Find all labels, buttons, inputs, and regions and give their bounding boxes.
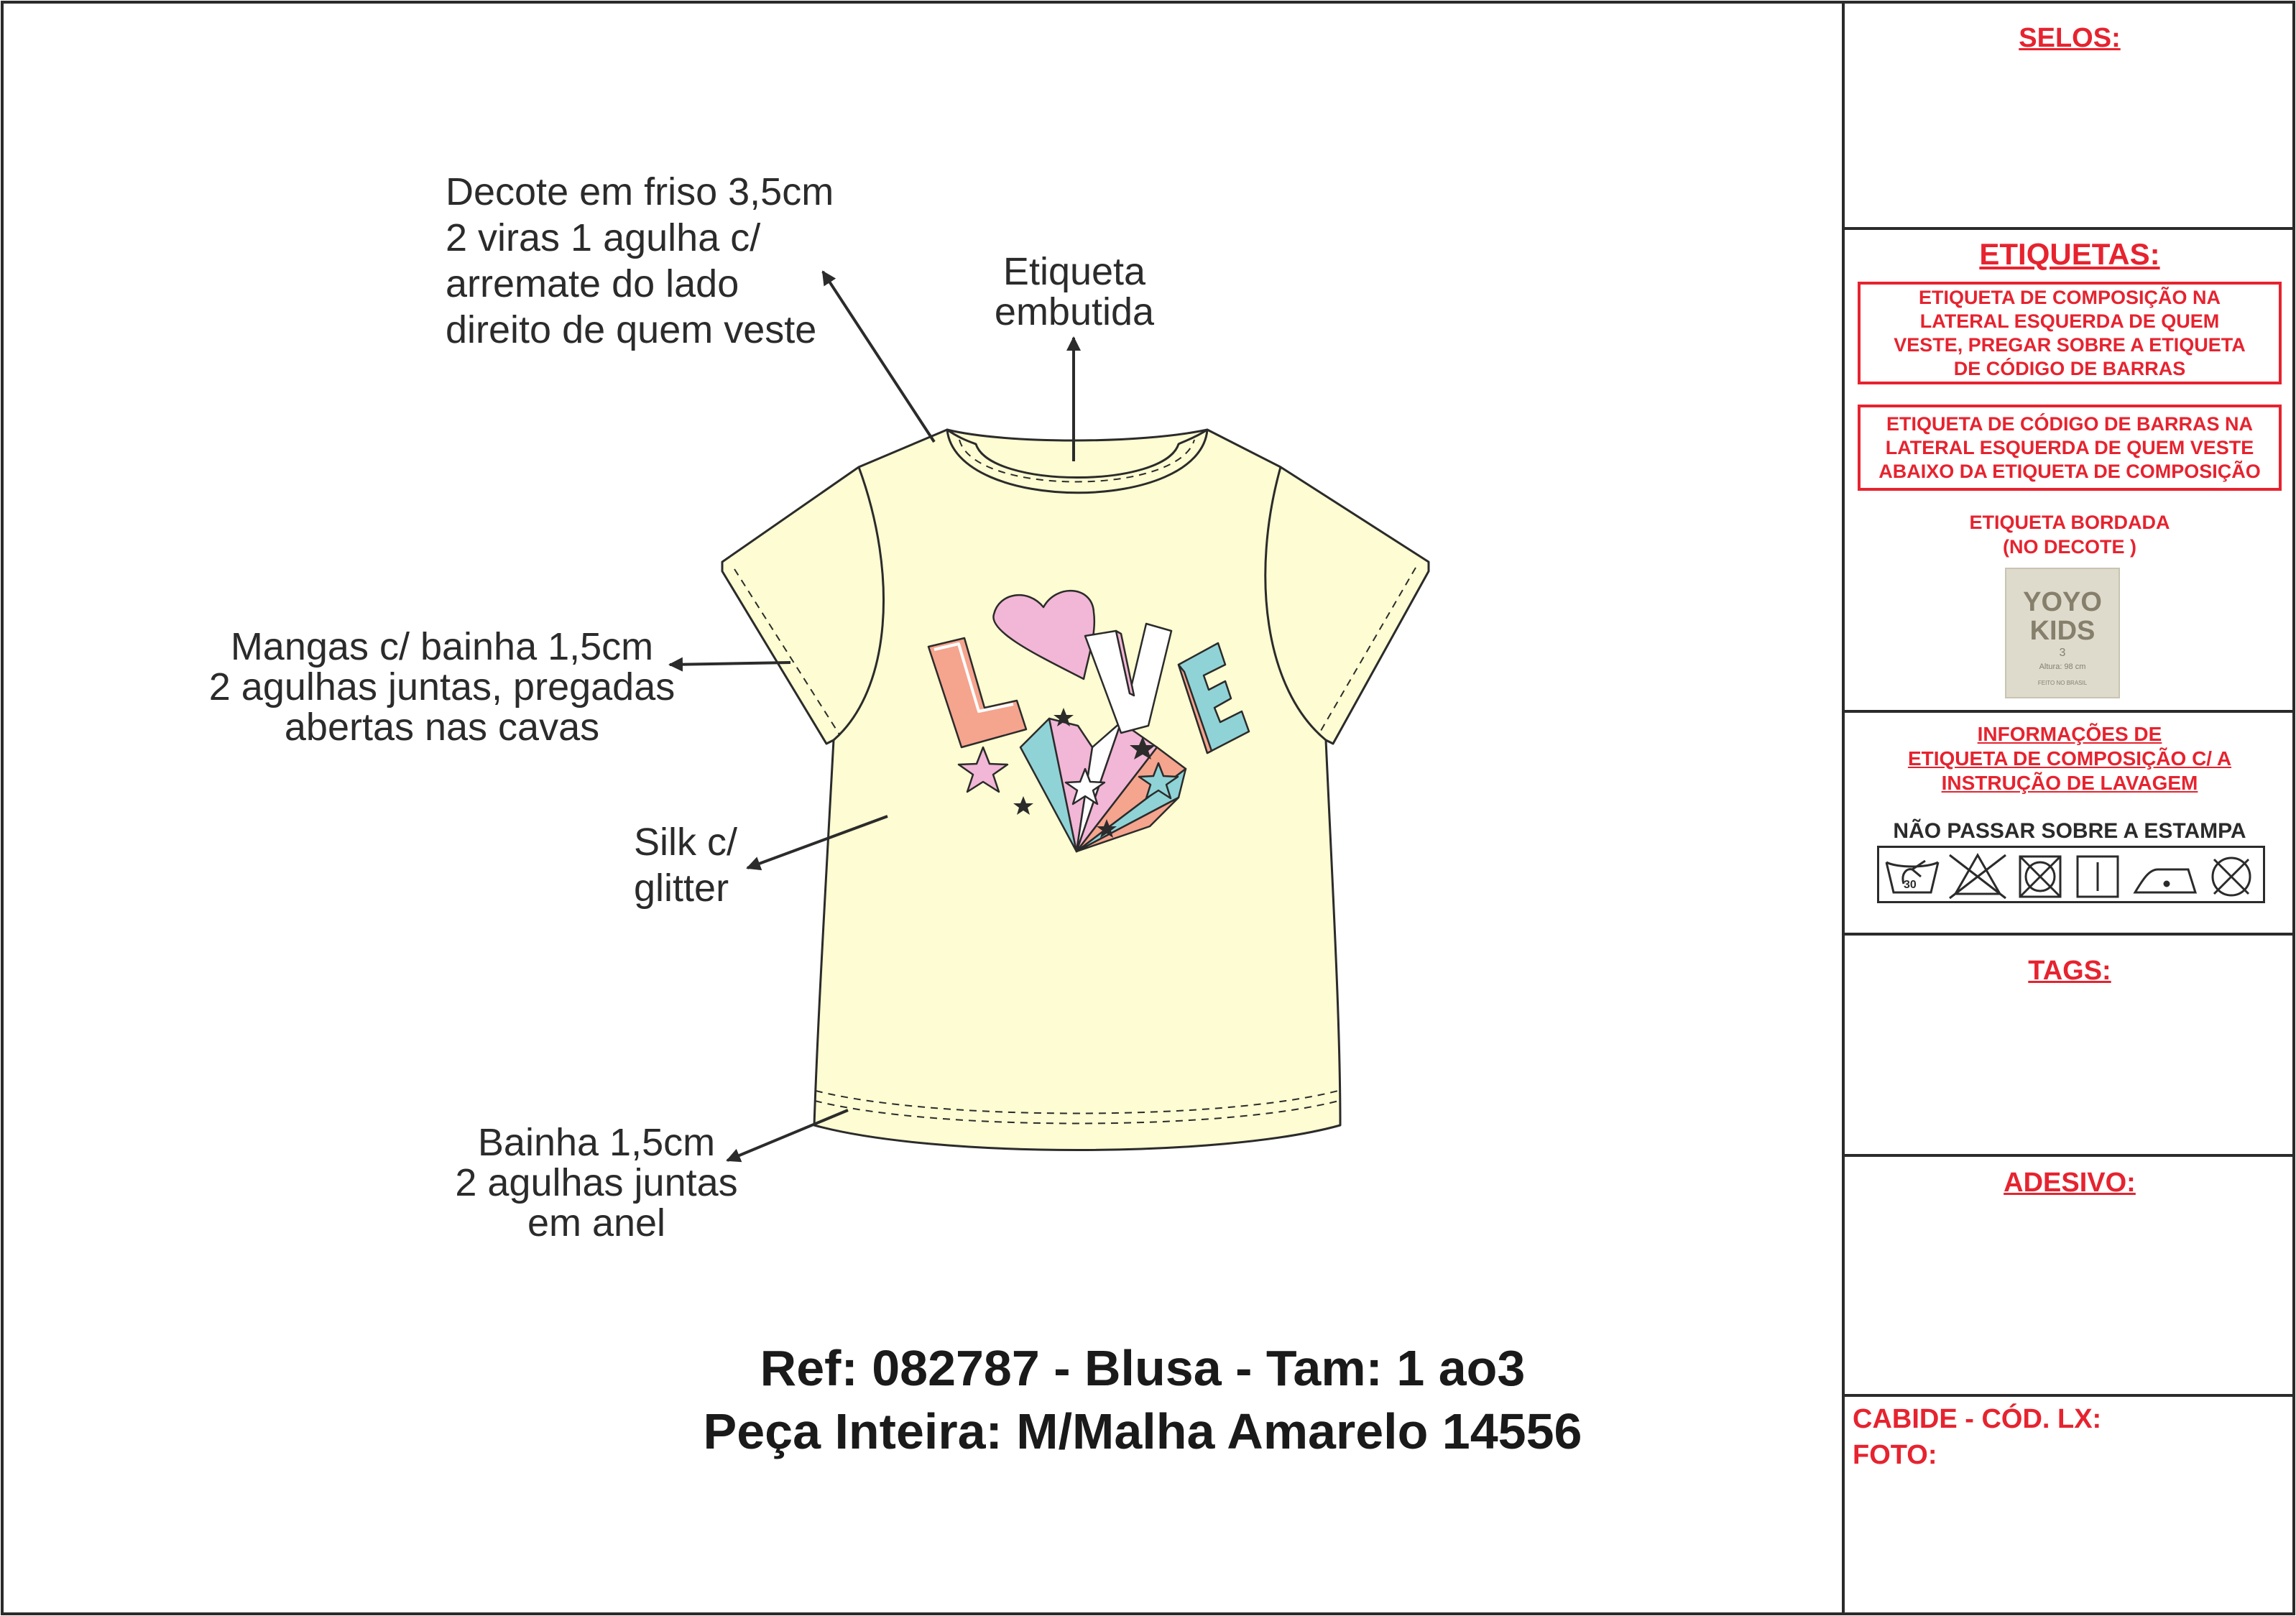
composition-label-box: ETIQUETA DE COMPOSIÇÃO NA LATERAL ESQUERDA DE QUEM VESTE, PREGAR SOBRE A ETIQUETA DE CÓDIGO DE BARRAS: [1858, 282, 2282, 384]
sidebar-section-dividers: [1843, 228, 2294, 1395]
barcode-label-box: ETIQUETA DE CÓDIGO DE BARRAS NA LATERAL ESQUERDA DE QUEM VESTE ABAIXO DA ETIQUETA DE COMPOSIÇÃO: [1858, 405, 2282, 491]
cabide-block: [1853, 1401, 2101, 1473]
etiquetas-title: ETIQUETAS:: [1979, 237, 2160, 271]
embroidered-label-text: ETIQUETA BORDADA (NO DECOTE ): [1969, 512, 2170, 558]
tags-title: TAGS:: [2028, 956, 2111, 986]
care-info-title: INFORMAÇÕES DE ETIQUETA DE COMPOSIÇÃO C/ A INSTRUÇÃO DE LAVAGEM: [1907, 723, 2232, 794]
do-not-dry-clean-icon: [2213, 858, 2250, 895]
silk-annotation: Silk c/ glitter: [634, 821, 738, 910]
adesivo-title: ADESIVO:: [2004, 1168, 2136, 1198]
bainha-annotation: Bainha 1,5cm 2 agulhas juntas em anel: [455, 1121, 738, 1245]
decote-annotation: Decote em friso 3,5cm 2 viras 1 agulha c/ arremate do lado direito de quem veste: [446, 170, 834, 351]
label-size: 3: [2059, 647, 2066, 659]
reference-line-1: Ref: 082787 - Blusa - Tam: 1 ao3: [760, 1340, 1526, 1396]
label-height: Altura: 98 cm: [2039, 662, 2086, 671]
decote-arrow: [823, 272, 934, 442]
reference-line-2: Peça Inteira: M/Malha Amarelo 14556: [703, 1403, 1582, 1459]
care-symbols: [1877, 846, 2265, 903]
cabide-code-label: CABIDE - CÓD. LX:: [1853, 1404, 2102, 1434]
label-brand-line1: YOYO: [2023, 587, 2102, 617]
yoyo-kids-label: [2005, 568, 2120, 698]
svg-text:30: 30: [1904, 879, 1917, 891]
hand-wash-30-icon: [1886, 861, 1938, 892]
selos-title: SELOS:: [2019, 23, 2121, 53]
etiqueta-annotation: Etiqueta embutida: [994, 250, 1155, 333]
care-warning: NÃO PASSAR SOBRE A ESTAMPA: [1893, 819, 2246, 843]
foto-label: FOTO:: [1853, 1440, 1937, 1470]
do-not-tumble-dry-icon: [2020, 857, 2060, 897]
mangas-annotation: Mangas c/ bainha 1,5cm 2 agulhas juntas, pregadas abertas nas cavas: [208, 625, 676, 749]
label-brand-line2: KIDS: [2029, 616, 2096, 646]
iron-low-icon: [2135, 869, 2195, 892]
do-not-bleach-icon: [1950, 855, 2006, 898]
label-origin: FEITO NO BRASIL: [2037, 680, 2088, 686]
reference-block: [604, 1336, 1682, 1463]
line-dry-icon: [2078, 857, 2118, 897]
